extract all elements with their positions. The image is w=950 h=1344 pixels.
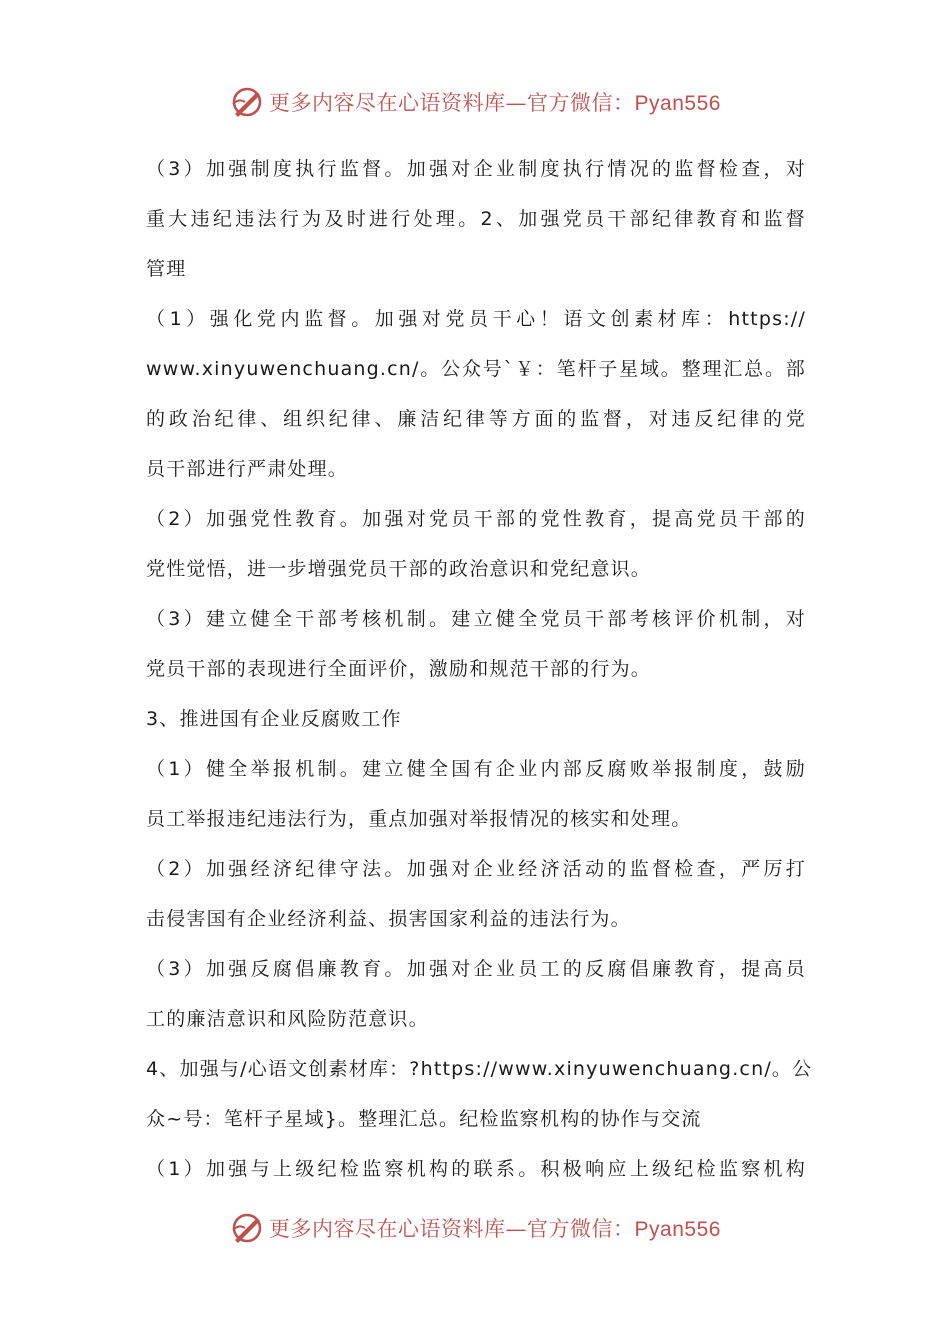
wechat-id: Pyan556: [634, 1218, 721, 1241]
paragraph-line: （3）加强制度执行监督。加强对企业制度执行情况的监督检查，对: [146, 158, 806, 180]
paragraph-line: （3）加强反腐倡廉教育。加强对企业员工的反腐倡廉教育，提高员: [146, 958, 806, 980]
banner-text: 更多内容尽在心语资料库—官方微信：Pyan556: [269, 91, 721, 115]
paragraph-line: 员干部进行严肃处理。: [146, 458, 349, 480]
paragraph-line: 的政治纪律、组织纪律、廉洁纪律等方面的监督，对违反纪律的党: [146, 408, 806, 430]
paragraph-line: （2）加强党性教育。加强对党员干部的党性教育，提高党员干部的: [146, 508, 806, 530]
document-body: [146, 150, 813, 1200]
footer-watermark-banner: [0, 1208, 950, 1248]
banner-text: 更多内容尽在心语资料库—官方微信：Pyan556: [269, 1217, 721, 1241]
paragraph-line: 众~号：笔杆子星域}。整理汇总。纪检监察机构的协作与交流: [146, 1108, 702, 1130]
paragraph-line: 党性觉悟，进一步增强党员干部的政治意识和党纪意识。: [146, 558, 652, 580]
paragraph-line: 员工举报违纪违法行为，重点加强对举报情况的核实和处理。: [146, 808, 692, 830]
paragraph-line: （2）加强经济纪律守法。加强对企业经济活动的监督检查，严厉打: [146, 858, 806, 880]
header-watermark-banner: [0, 82, 950, 122]
paragraph-line: 击侵害国有企业经济利益、损害国家利益的违法行为。: [146, 908, 631, 930]
paragraph-line: 4、加强与/心语文创素材库：?https://www.xinyuwenchuang.cn/。公: [146, 1058, 813, 1080]
wechat-id: Pyan556: [634, 92, 721, 115]
paragraph-line: 管理: [146, 258, 187, 280]
section-heading: 3、推进国有企业反腐败工作: [146, 708, 402, 730]
paragraph-line: 党员干部的表现进行全面评价，激励和规范干部的行为。: [146, 658, 652, 680]
paragraph-line: 重大违纪违法行为及时进行处理。2、加强党员干部纪律教育和监督: [146, 208, 806, 230]
paragraph-line: （1）加强与上级纪检监察机构的联系。积极响应上级纪检监察机构: [146, 1158, 806, 1180]
paragraph-line: 工的廉洁意识和风险防范意识。: [146, 1008, 429, 1030]
paragraph-line: （3）建立健全干部考核机制。建立健全党员干部考核评价机制，对: [146, 608, 806, 630]
paragraph-line: （1）强化党内监督。加强对党员干心！语文创素材库：https://: [146, 308, 806, 330]
pen-logo-icon: [229, 84, 265, 120]
paragraph-line: （1）健全举报机制。建立健全国有企业内部反腐败举报制度，鼓励: [146, 758, 806, 780]
paragraph-line: www.xinyuwenchuang.cn/。公众号`￥：笔杆子星域。整理汇总。部: [146, 358, 806, 380]
pen-logo-icon: [229, 1210, 265, 1246]
